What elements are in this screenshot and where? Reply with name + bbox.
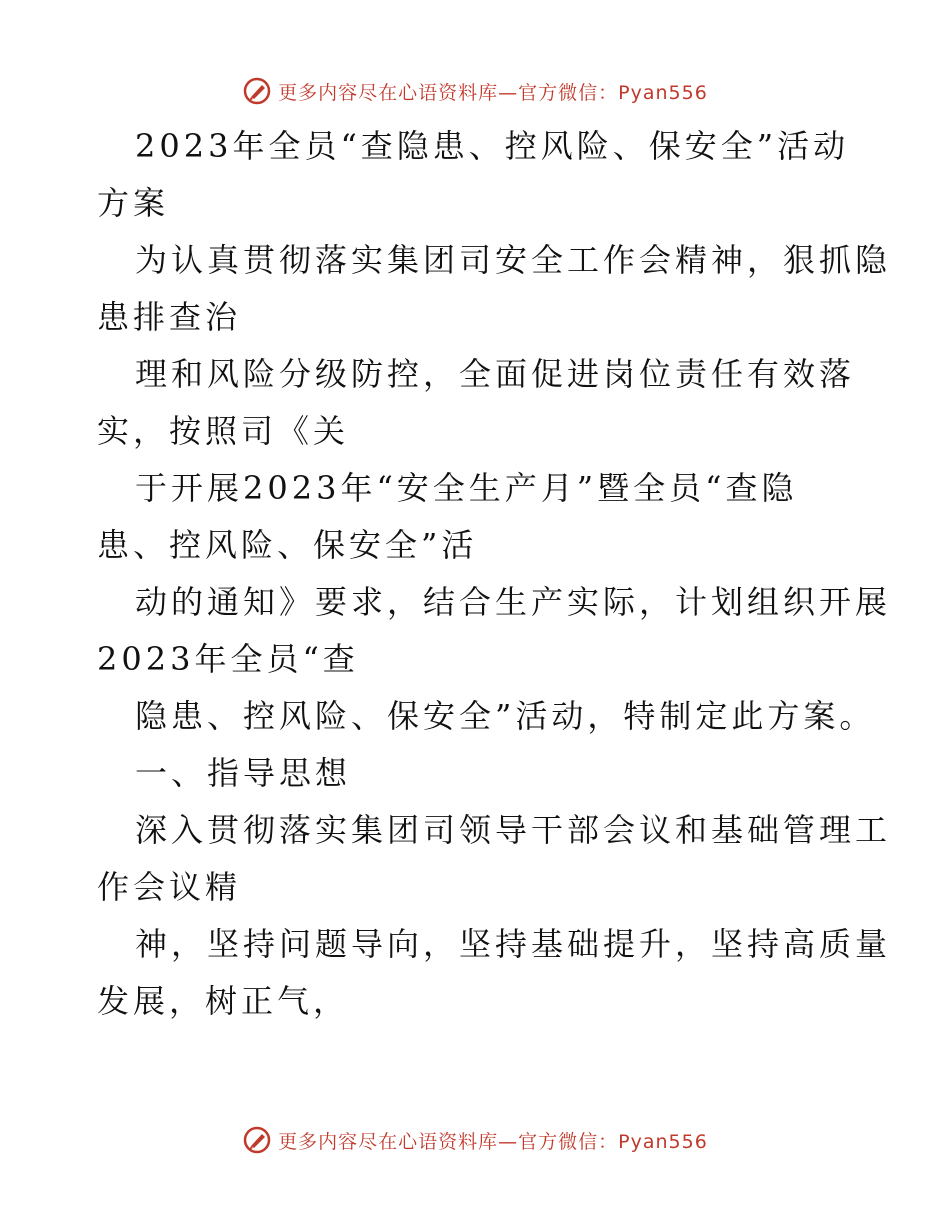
paragraph-line: 作会议精 [97, 868, 242, 906]
paragraph-line: 动的通知》要求，结合生产实际，计划组织开展 [135, 583, 892, 621]
watermark-text: 更多内容尽在心语资料库—官方微信：Pyan556 [278, 81, 708, 104]
document-title-line-2: 方案 [97, 184, 170, 222]
paragraph-line: 隐患、控风险、保安全”活动，特制定此方案。 [135, 697, 876, 735]
paragraph-line: 发展，树正气， [97, 982, 350, 1020]
paragraph-line: 实，按照司《关 [97, 412, 350, 450]
paragraph-line: 理和风险分级防控，全面促进岗位责任有效落 [135, 355, 856, 393]
pen-seal-icon [242, 1125, 272, 1155]
document-title-line-1: 2023年全员“查隐患、控风险、保安全”活动 [135, 127, 850, 165]
section-heading: 一、指导思想 [135, 754, 352, 792]
paragraph-line: 深入贯彻落实集团司领导干部会议和基础管理工 [135, 811, 892, 849]
paragraph-line: 患、控风险、保安全”活 [97, 526, 478, 564]
pen-seal-icon [242, 76, 272, 106]
paragraph-line: 神，坚持问题导向，坚持基础提升，坚持高质量 [135, 925, 892, 963]
paragraph-line: 于开展2023年“安全生产月”暨全员“查隐 [135, 469, 798, 507]
watermark-text: 更多内容尽在心语资料库—官方微信：Pyan556 [278, 1130, 708, 1153]
watermark-footer [0, 1120, 950, 1160]
paragraph-line: 2023年全员“查 [97, 640, 359, 678]
watermark-header [0, 71, 950, 111]
paragraph-line: 患排查治 [97, 298, 242, 336]
paragraph-line: 为认真贯彻落实集团司安全工作会精神，狠抓隐 [135, 241, 892, 279]
document-body [97, 118, 892, 1030]
